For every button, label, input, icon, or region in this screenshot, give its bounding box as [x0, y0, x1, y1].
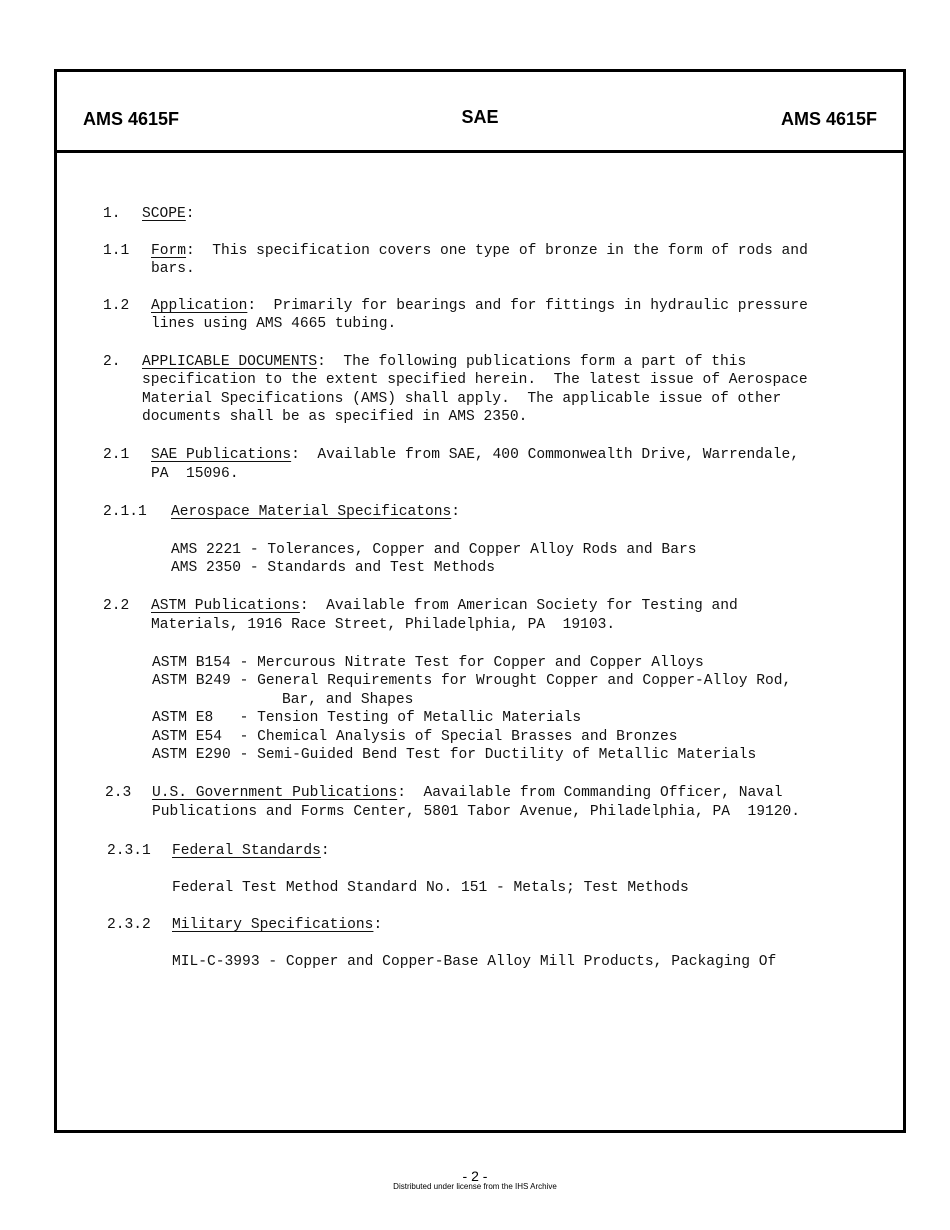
section-1-1-number: 1.1	[103, 243, 130, 259]
section-1-number: 1.	[103, 206, 121, 222]
section-1-2-text: : Primarily for bearings and for fittings in hydraulic pressure	[247, 298, 808, 314]
section-2-3-2-colon: :	[373, 917, 383, 933]
section-2-1-line2: PA 15096.	[151, 466, 239, 482]
list-item: ASTM B249 - General Requirements for Wrought Copper and Copper-Alloy Rod,	[152, 673, 792, 689]
list-item: AMS 2350 - Standards and Test Methods	[171, 560, 496, 576]
list-item: MIL-C-3993 - Copper and Copper-Base Alloy Mill Products, Packaging Of	[172, 954, 777, 970]
section-2-3-text: : Aavailable from Commanding Officer, Naval	[397, 785, 783, 801]
section-2-3-1-title: Federal Standards	[172, 843, 321, 859]
header-doc-id-right: AMS 4615F	[780, 109, 877, 129]
section-2-1-text: : Available from SAE, 400 Commonwealth Drive, Warrendale,	[291, 447, 800, 463]
section-2-2-line2: Materials, 1916 Race Street, Philadelphia, PA 19103.	[151, 617, 616, 633]
list-item: ASTM E8 - Tension Testing of Metallic Materials	[152, 710, 582, 726]
section-2-1-1-colon: :	[451, 504, 461, 520]
section-2-2-number: 2.2	[103, 598, 130, 614]
section-2-3-2-heading	[172, 916, 382, 935]
section-1-title: SCOPE	[142, 206, 186, 222]
section-2-1-title: SAE Publications	[151, 447, 292, 463]
section-1-1-text: : This specification covers one type of bronze in the form of rods and	[186, 243, 808, 259]
section-2-1-1-number: 2.1.1	[103, 504, 147, 520]
section-2-3-title: U.S. Government Publications	[152, 785, 398, 801]
list-item: ASTM B154 - Mercurous Nitrate Test for Copper and Copper Alloys	[152, 655, 704, 671]
page-number: - 2 -	[462, 1168, 488, 1184]
section-2-3-1-heading	[172, 842, 330, 861]
section-1-2-number: 1.2	[103, 298, 130, 314]
section-2-3-line1	[152, 784, 783, 803]
list-item-continuation: Bar, and Shapes	[282, 692, 414, 708]
list-item: ASTM E290 - Semi-Guided Bend Test for Ductility of Metallic Materials	[152, 747, 757, 763]
section-1-2-line1	[151, 297, 808, 316]
license-note: Distributed under license from the IHS Archive	[393, 1182, 557, 1191]
section-2-2-title: ASTM Publications	[151, 598, 300, 614]
section-2-1-number: 2.1	[103, 447, 130, 463]
section-1-2-title: Application	[151, 298, 248, 314]
section-2-line4: documents shall be as specified in AMS 2350.	[142, 409, 528, 425]
section-2-text: : The following publications form a part of this	[317, 354, 747, 370]
section-1-heading	[142, 205, 195, 224]
section-2-3-2-number: 2.3.2	[107, 917, 151, 933]
section-2-number: 2.	[103, 354, 121, 370]
header-org: SAE	[461, 107, 499, 127]
section-2-1-1-heading	[171, 503, 460, 522]
section-1-colon: :	[185, 206, 195, 222]
header-doc-id-left: AMS 4615F	[83, 109, 180, 129]
section-2-line3: Material Specifications (AMS) shall apply. The applicable issue of other	[142, 391, 782, 407]
section-1-1-title: Form	[151, 243, 187, 259]
section-2-line1	[142, 353, 746, 372]
section-2-3-1-colon: :	[320, 843, 330, 859]
section-2-3-line2: Publications and Forms Center, 5801 Tabor Avenue, Philadelphia, PA 19120.	[152, 804, 801, 820]
section-2-line2: specification to the extent specified herein. The latest issue of Aerospace	[142, 372, 808, 388]
section-1-1-line2: bars.	[151, 261, 195, 277]
page-header	[57, 72, 903, 153]
list-item: Federal Test Method Standard No. 151 - Metals; Test Methods	[172, 880, 689, 896]
section-2-3-2-title: Military Specifications	[172, 917, 374, 933]
section-2-2-text: : Available from American Society for Testing and	[299, 598, 738, 614]
section-2-3-1-number: 2.3.1	[107, 843, 151, 859]
section-1-2-line2: lines using AMS 4665 tubing.	[151, 316, 397, 332]
section-2-2-line1	[151, 597, 738, 616]
section-2-1-1-title: Aerospace Material Specificatons	[171, 504, 452, 520]
list-item: AMS 2221 - Tolerances, Copper and Copper Alloy Rods and Bars	[171, 542, 697, 558]
section-2-1-line1	[151, 446, 799, 465]
section-2-title: APPLICABLE DOCUMENTS	[142, 354, 318, 370]
section-1-1-line1	[151, 242, 808, 261]
section-2-3-number: 2.3	[105, 785, 132, 801]
list-item: ASTM E54 - Chemical Analysis of Special Brasses and Bronzes	[152, 729, 678, 745]
